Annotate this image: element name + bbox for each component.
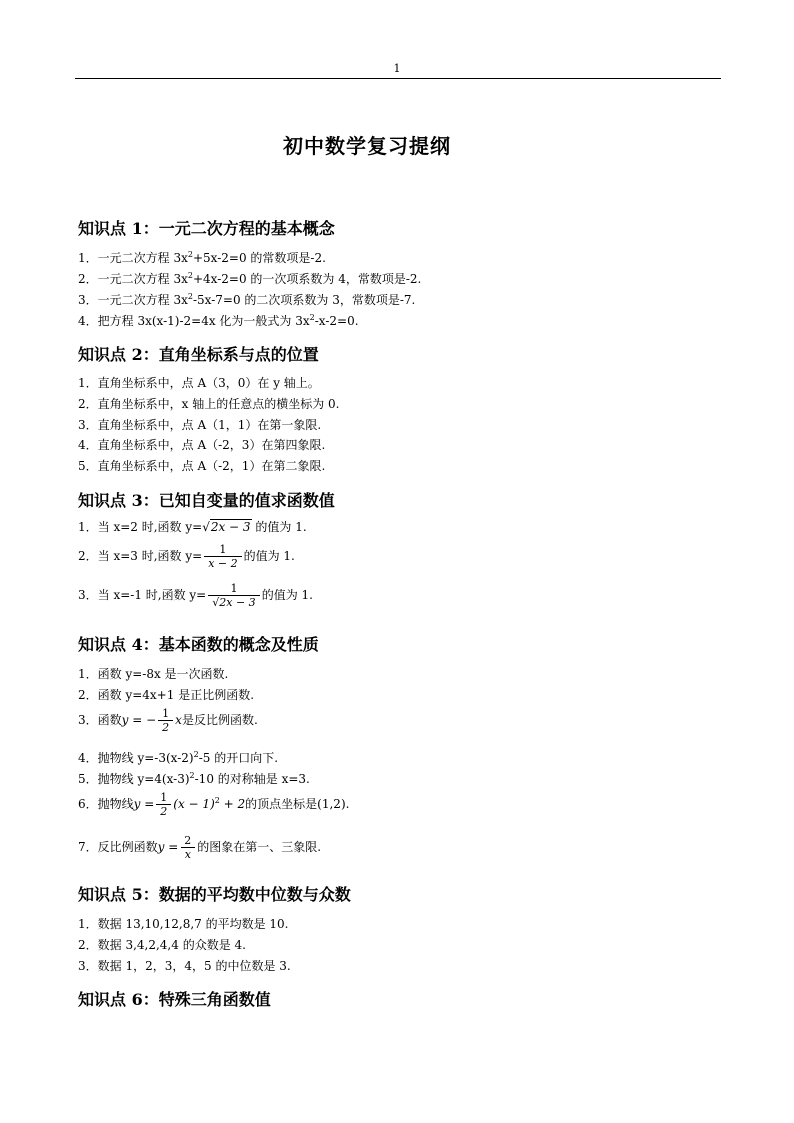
s2-item-2: 2．直角坐标系中，x 轴上的任意点的横坐标为 0. [78, 397, 340, 411]
s1-item-2: 2．一元二次方程 $3x^2+4x-2=0$ 的一次项系数为 4，常数项是-2. [78, 271, 422, 286]
s4-item-6: 6．抛物线y = $\frac{1}{2}$ $(x - 1)^2 + 2$的顶点坐标是(1,2). [78, 791, 350, 818]
s5-item-1: 1．数据 13,10,12,8,7 的平均数是 10. [78, 917, 289, 931]
document-title: 初中数学复习提纲 [283, 134, 451, 158]
section-3-heading: 知识点 3：已知自变量的值求函数值 [78, 491, 335, 510]
fraction: $\frac{1}{x - 2}$ [204, 543, 241, 570]
fraction: $\frac{1}{√2x - 3}$ [208, 582, 259, 609]
s4-item-3: 3．函数y = − $\frac{1}{2}$ x是反比例函数. [78, 707, 258, 734]
s5-item-3: 3．数据 1，2，3，4，5 的中位数是 3. [78, 959, 291, 973]
s3-item-3: 3．当 x=-1 时,函数 y= $\frac{1}{√2x - 3}$ 的值为 1. [78, 582, 313, 609]
page-number: 1 [393, 62, 401, 75]
s4-item-2: 2．函数 y=4x+1 是正比例函数. [78, 688, 255, 702]
s4-item-1: 1．函数 y=-8x 是一次函数. [78, 667, 229, 681]
section-2-heading: 知识点 2：直角坐标系与点的位置 [78, 345, 319, 364]
fraction: $\frac{1}{2}$ [156, 791, 171, 818]
s4-item-7: 7．反比例函数y = $\frac{2}{x}$ 的图象在第一、三象限. [78, 834, 322, 861]
header-rule [75, 78, 721, 79]
s1-item-4: 4．把方程 3x(x-1)-2=4x 化为一般式为 $3x^2-x-2=0$. [78, 313, 359, 328]
s2-item-5: 5．直角坐标系中，点 A（-2，1）在第二象限. [78, 459, 326, 473]
s1-item-1: 1．一元二次方程 $3x^2+5x-2=0$ 的常数项是-2. [78, 250, 326, 265]
s3-item-1: 1．当 x=2 时,函数 y=√2x − 3 的值为 1. [78, 520, 307, 534]
section-4-heading: 知识点 4：基本函数的概念及性质 [78, 635, 319, 654]
s2-item-3: 3．直角坐标系中，点 A（1，1）在第一象限. [78, 418, 322, 432]
sqrt-expression: √2x − 3 [202, 520, 251, 534]
s3-item-2: 2．当 x=3 时,函数 y= $\frac{1}{x - 2}$ 的值为 1. [78, 543, 295, 570]
s5-item-2: 2．数据 3,4,2,4,4 的众数是 4. [78, 938, 246, 952]
s2-item-1: 1．直角坐标系中，点 A（3，0）在 y 轴上。 [78, 376, 320, 390]
fraction: $\frac{2}{x}$ [180, 834, 195, 861]
s4-item-4: 4．抛物线 $y=-3(x-2)^2-5$ 的开口向下. [78, 750, 279, 765]
s1-item-3: 3．一元二次方程 $3x^2-5x-7=0$ 的二次项系数为 3，常数项是-7. [78, 292, 416, 307]
s2-item-4: 4．直角坐标系中，点 A（-2，3）在第四象限. [78, 438, 326, 452]
section-1-heading: 知识点 1：一元二次方程的基本概念 [78, 219, 335, 238]
section-5-heading: 知识点 5：数据的平均数中位数与众数 [78, 885, 351, 904]
s4-item-5: 5．抛物线 $y=4(x-3)^2-10$ 的对称轴是 x=3. [78, 771, 310, 786]
section-6-heading: 知识点 6：特殊三角函数值 [78, 990, 271, 1009]
fraction: $\frac{1}{2}$ [158, 707, 173, 734]
